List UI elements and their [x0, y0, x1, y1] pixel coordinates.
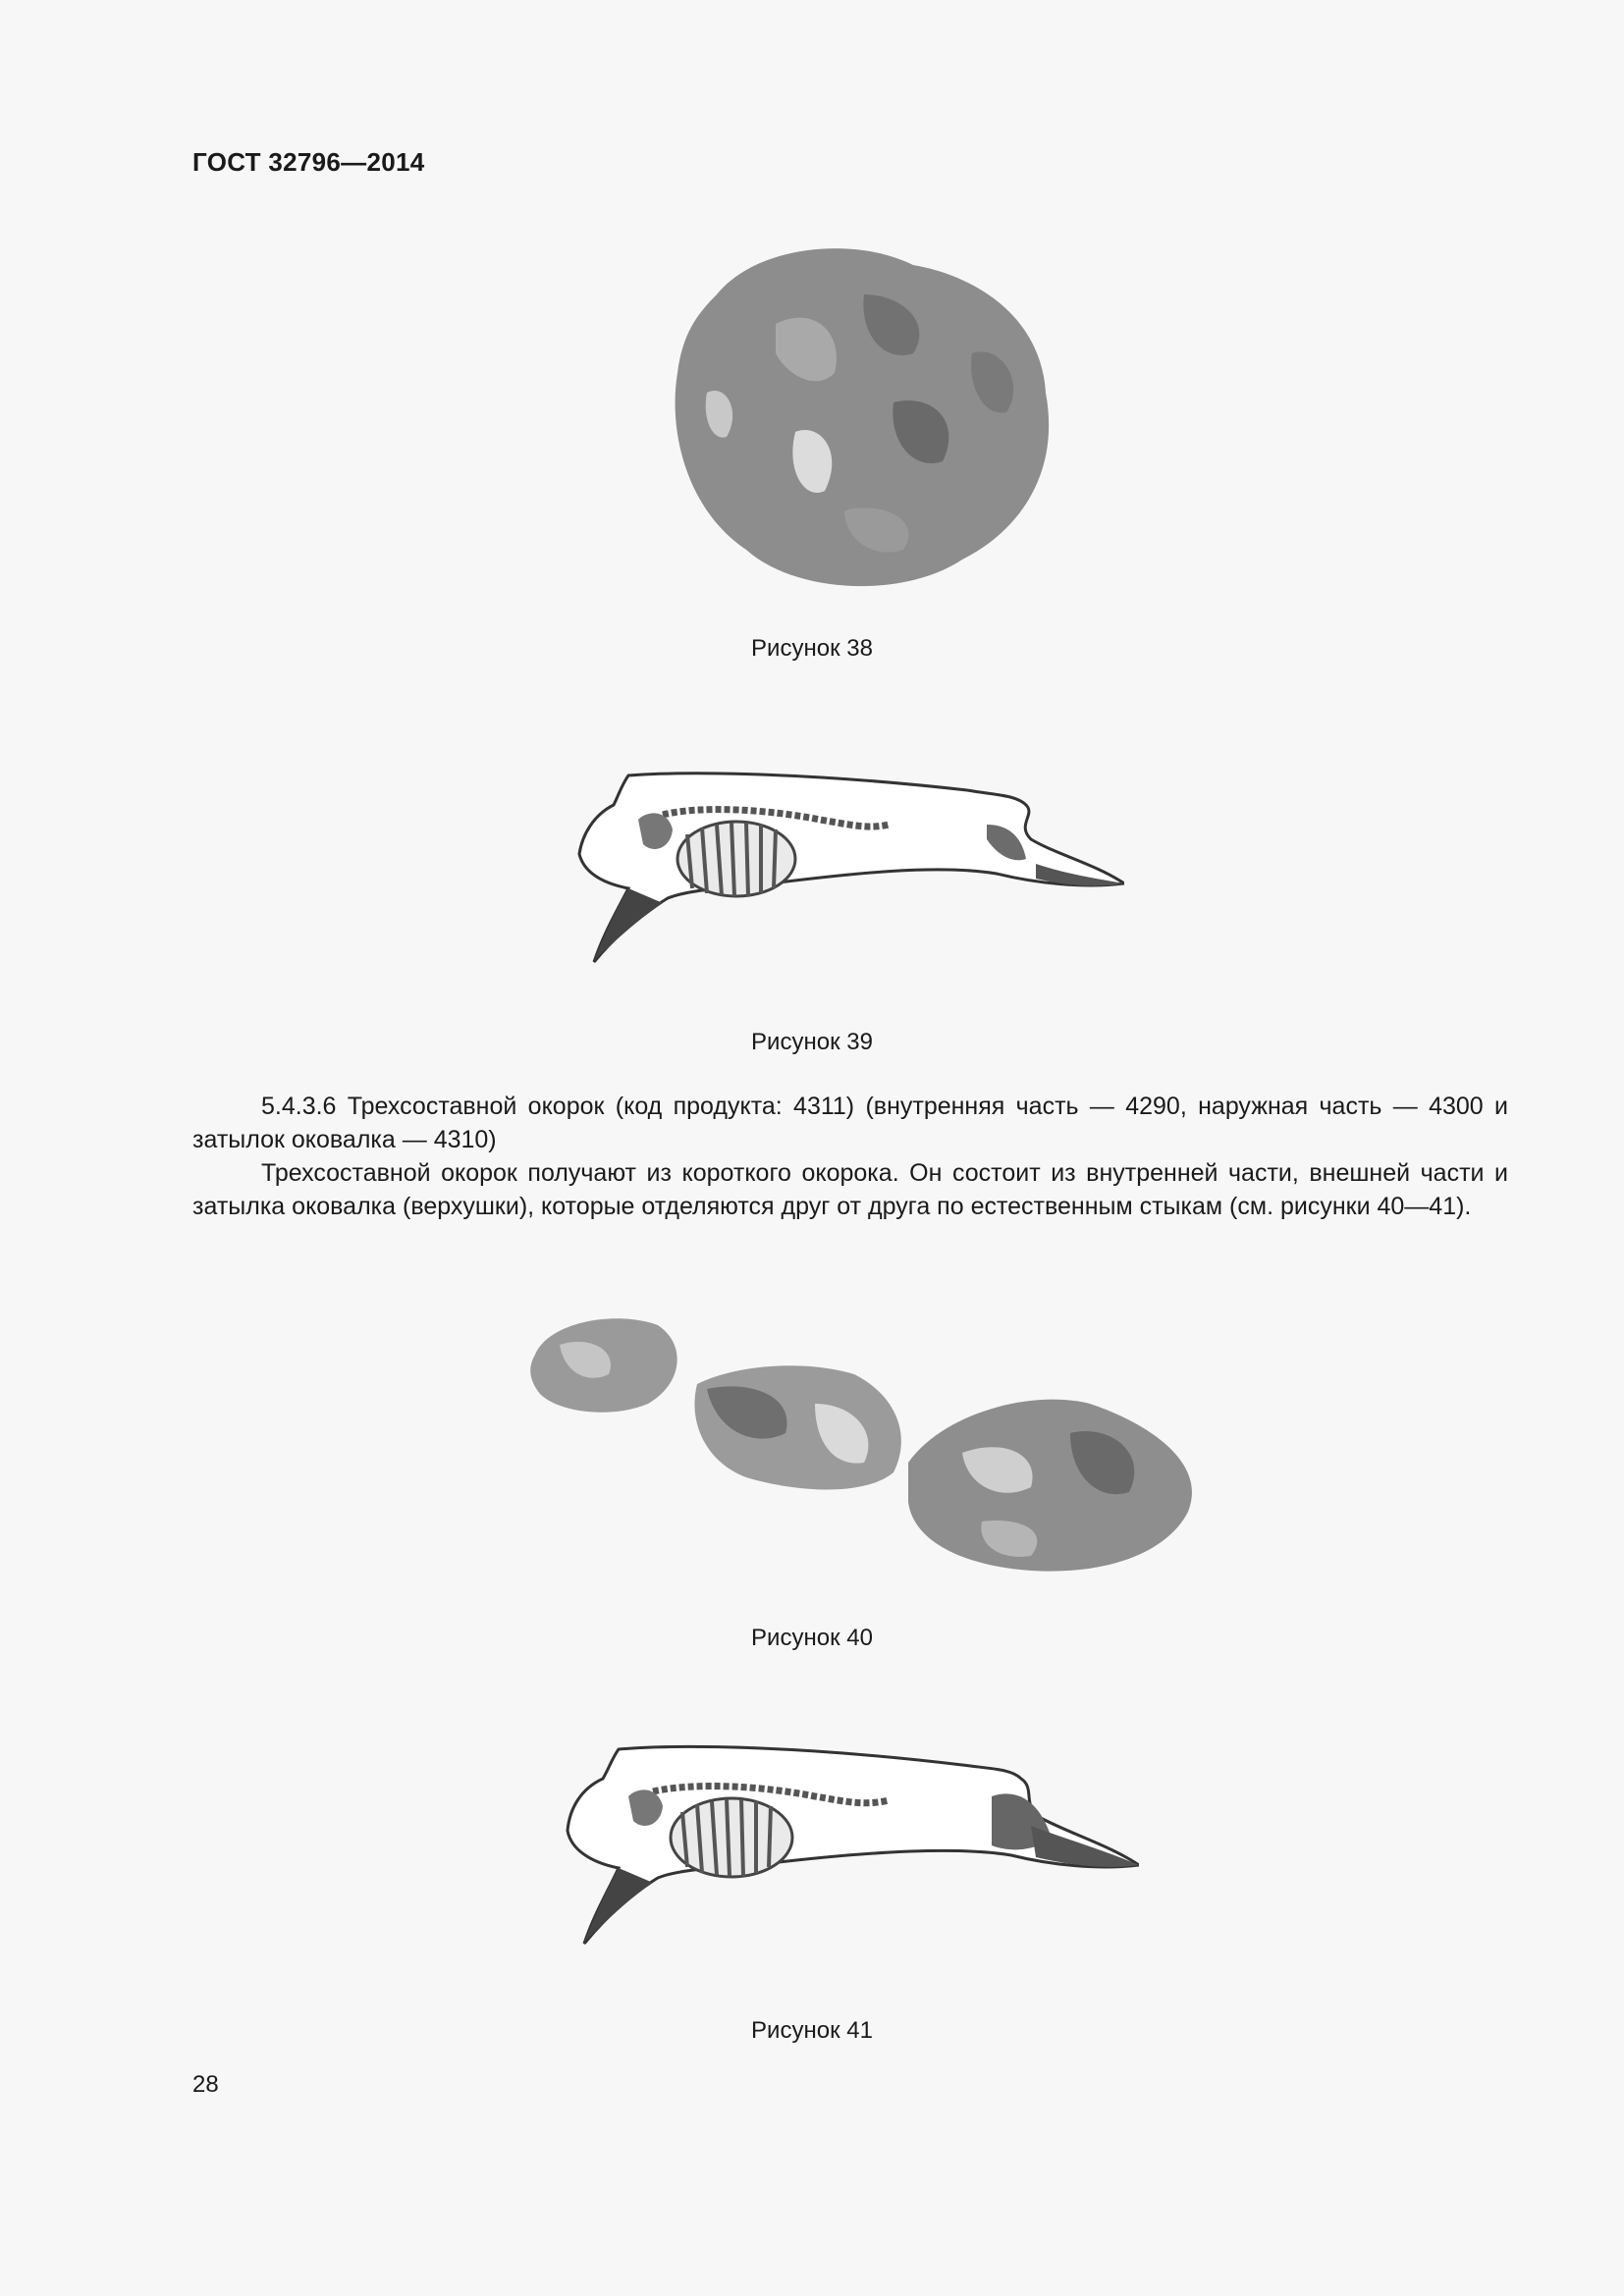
- figure-40-image: [520, 1306, 1208, 1590]
- figure-39-image: [574, 766, 1124, 972]
- document-header: ГОСТ 32796—2014: [192, 147, 425, 177]
- figure-39-caption: Рисунок 39: [751, 1029, 873, 1055]
- section-heading-paragraph: 5.4.3.6 Трехсоставной окорок (код продукта: 4311) (внутренняя часть — 4290, наружная часть — 4300 и затылок оковалка — 4310): [192, 1093, 1508, 1153]
- figure-38-image: [648, 236, 1060, 599]
- figure-41-caption: Рисунок 41: [751, 2017, 873, 2044]
- body-paragraph: Трехсоставной окорок получают из короткого окорока. Он состоит из внутренней части, внешней части и затылка оковалка (верхушки), которые отделяются друг от друга по естественным стыкам (см. рисунки 40—41).: [192, 1159, 1508, 1220]
- figure-38-caption: Рисунок 38: [751, 635, 873, 662]
- figure-41-image: [560, 1737, 1139, 1953]
- figure-40-caption: Рисунок 40: [751, 1625, 873, 1651]
- page-number: 28: [192, 2071, 219, 2098]
